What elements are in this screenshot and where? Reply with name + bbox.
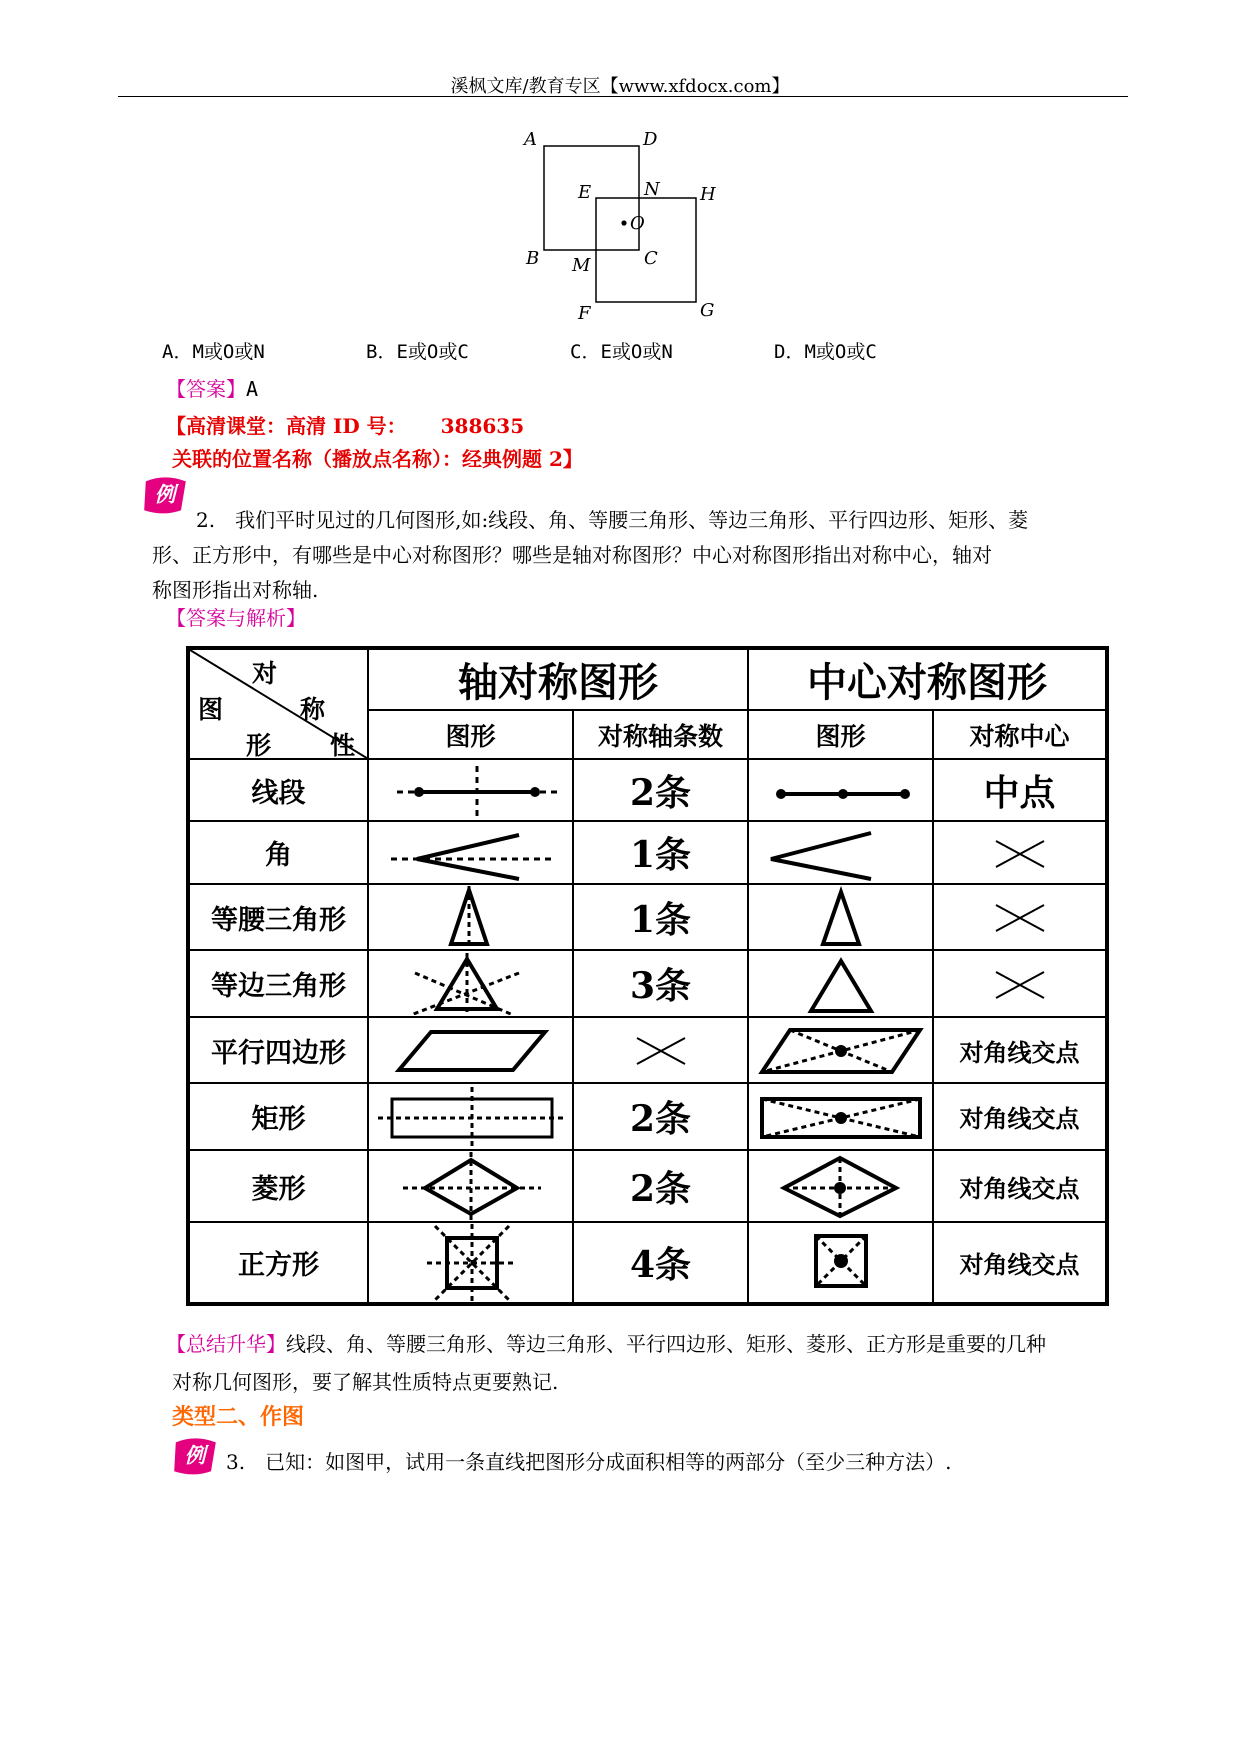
example-badge-icon-2 bbox=[170, 1436, 220, 1476]
center-figure-parallelogram bbox=[748, 1017, 933, 1084]
row-count: 4条 bbox=[573, 1222, 748, 1304]
row-name: 平行四边形 bbox=[188, 1017, 368, 1084]
center-header: 中心对称图形 bbox=[748, 648, 1107, 710]
row-count: 2条 bbox=[573, 1083, 748, 1150]
no-center-cell bbox=[933, 821, 1107, 883]
video-line1 bbox=[166, 410, 524, 439]
angle-axis-icon bbox=[381, 825, 561, 881]
sub-fig2: 图形 bbox=[748, 710, 933, 758]
no-center-cell bbox=[933, 950, 1107, 1017]
answer-tag: 【答案】 bbox=[166, 377, 246, 401]
row-count: 2条 bbox=[573, 759, 748, 821]
no-center-cell bbox=[933, 884, 1107, 951]
table-row bbox=[188, 759, 1107, 821]
corner-xing2: 形 bbox=[246, 731, 272, 760]
label-e: E bbox=[578, 182, 592, 203]
svg-text:例: 例 bbox=[184, 1443, 206, 1468]
video-id: 388635 bbox=[440, 414, 525, 438]
squares-figure bbox=[520, 128, 740, 328]
row-name: 菱形 bbox=[188, 1150, 368, 1223]
square-axis-icon bbox=[381, 1224, 561, 1302]
isosceles-axis-icon bbox=[381, 886, 561, 948]
corner-cheng: 称 bbox=[300, 695, 326, 724]
parallelogram-icon bbox=[381, 1022, 561, 1078]
rhombus-axis-icon bbox=[381, 1152, 561, 1220]
center-figure-rectangle bbox=[748, 1083, 933, 1150]
row-name: 矩形 bbox=[188, 1083, 368, 1150]
option-b: B．E或O或C bbox=[366, 341, 469, 363]
label-o: O bbox=[630, 213, 645, 234]
axis-figure-angle bbox=[368, 821, 573, 883]
corner-dui: 对 bbox=[252, 659, 278, 688]
q3-text: 3. 已知：如图甲，试用一条直线把图形分成面积相等的两部分（至少三种方法）. bbox=[226, 1450, 952, 1474]
summary-line1 bbox=[166, 1326, 1046, 1362]
cross-icon bbox=[990, 895, 1050, 939]
label-m: M bbox=[572, 255, 591, 276]
label-n: N bbox=[644, 179, 660, 200]
label-c: C bbox=[644, 248, 658, 269]
center-figure-rhombus bbox=[748, 1150, 933, 1223]
axis-figure-isosceles bbox=[368, 884, 573, 951]
example-badge-icon bbox=[140, 475, 190, 515]
option-d: D．M或O或C bbox=[774, 341, 877, 363]
corner-cell bbox=[188, 648, 368, 759]
axis-figure-square bbox=[368, 1222, 573, 1304]
cross-icon bbox=[990, 831, 1050, 875]
row-count: 1条 bbox=[573, 884, 748, 951]
summary-text1: 线段、角、等腰三角形、等边三角形、平行四边形、矩形、菱形、正方形是重要的几种 bbox=[286, 1332, 1046, 1356]
header-rule bbox=[118, 96, 1128, 97]
row-center: 对角线交点 bbox=[933, 1083, 1107, 1150]
center-figure-square bbox=[748, 1222, 933, 1304]
row-center: 对角线交点 bbox=[933, 1017, 1107, 1084]
segment-center-icon bbox=[761, 762, 921, 818]
sub-center: 对称中心 bbox=[933, 710, 1107, 758]
video-label: 【高清课堂：高清 ID 号： bbox=[166, 414, 407, 438]
table-row bbox=[188, 821, 1107, 883]
row-name: 等边三角形 bbox=[188, 950, 368, 1017]
q2-line2: 形、正方形中，有哪些是中心对称图形？哪些是轴对称图形？中心对称图形指出对称中心，轴对 bbox=[152, 543, 992, 567]
parallelogram-center-icon bbox=[756, 1022, 926, 1078]
svg-text:例: 例 bbox=[154, 482, 176, 507]
label-a: A bbox=[524, 129, 537, 150]
row-count: 1条 bbox=[573, 821, 748, 883]
table-row bbox=[188, 1083, 1107, 1150]
center-figure-equilateral bbox=[748, 950, 933, 1017]
center-figure-segment bbox=[748, 759, 933, 821]
axis-figure-segment bbox=[368, 759, 573, 821]
axis-header: 轴对称图形 bbox=[368, 648, 748, 710]
sub-fig: 图形 bbox=[368, 710, 573, 758]
no-axis-cell bbox=[573, 1017, 748, 1084]
rectangle-center-icon bbox=[756, 1089, 926, 1145]
row-center: 中点 bbox=[933, 759, 1107, 821]
option-c: C．E或O或N bbox=[570, 341, 673, 363]
corner-tu: 图 bbox=[198, 695, 224, 724]
row-name: 正方形 bbox=[188, 1222, 368, 1304]
sub-count: 对称轴条数 bbox=[573, 710, 748, 758]
answer-line bbox=[166, 373, 258, 402]
table-row bbox=[188, 950, 1107, 1017]
table-row bbox=[188, 1222, 1107, 1304]
table-row bbox=[188, 1017, 1107, 1084]
axis-figure-rhombus bbox=[368, 1150, 573, 1223]
row-name: 线段 bbox=[188, 759, 368, 821]
cross-icon bbox=[631, 1028, 691, 1072]
equilateral-center-icon bbox=[761, 953, 921, 1015]
square-center-icon bbox=[756, 1224, 926, 1302]
table-row bbox=[188, 1150, 1107, 1223]
page-header: 溪枫文库/教育专区【www.xfdocx.com】 bbox=[450, 76, 790, 97]
analysis-tag: 【答案与解析】 bbox=[166, 606, 306, 630]
rectangle-axis-icon bbox=[376, 1087, 566, 1147]
cross-icon bbox=[990, 962, 1050, 1006]
point-o bbox=[621, 220, 626, 225]
table-row bbox=[188, 884, 1107, 951]
row-center: 对角线交点 bbox=[933, 1222, 1107, 1304]
center-figure-angle bbox=[748, 821, 933, 883]
axis-figure-rectangle bbox=[368, 1083, 573, 1150]
type2-title: 类型二、作图 bbox=[172, 1405, 305, 1430]
symmetry-table bbox=[186, 646, 1109, 1306]
equilateral-axis-icon bbox=[381, 953, 561, 1015]
label-d: D bbox=[643, 129, 658, 150]
q2-line3: 称图形指出对称轴. bbox=[152, 578, 319, 602]
answer-value: A bbox=[246, 377, 259, 401]
table-header-row bbox=[188, 648, 1107, 710]
axis-figure-parallelogram bbox=[368, 1017, 573, 1084]
row-count: 3条 bbox=[573, 950, 748, 1017]
row-center: 对角线交点 bbox=[933, 1150, 1107, 1223]
rhombus-center-icon bbox=[756, 1152, 926, 1220]
option-a: A．M或O或N bbox=[162, 341, 265, 363]
video-line2: 关联的位置名称（播放点名称）：经典例题 2】 bbox=[172, 447, 583, 471]
row-count: 2条 bbox=[573, 1150, 748, 1223]
axis-figure-equilateral bbox=[368, 950, 573, 1017]
angle-center-icon bbox=[761, 825, 921, 881]
q2-line1: 2. 我们平时见过的几何图形,如:线段、角、等腰三角形、等边三角形、平行四边形、矩形、菱 bbox=[196, 508, 1029, 532]
segment-axis-icon bbox=[381, 762, 561, 818]
label-b: B bbox=[526, 248, 540, 269]
row-name: 角 bbox=[188, 821, 368, 883]
summary-tag: 【总结升华】 bbox=[166, 1332, 286, 1356]
label-g: G bbox=[700, 300, 715, 321]
label-h: H bbox=[700, 184, 716, 205]
center-figure-isosceles bbox=[748, 884, 933, 951]
row-name: 等腰三角形 bbox=[188, 884, 368, 951]
corner-xing: 性 bbox=[330, 731, 356, 760]
isosceles-center-icon bbox=[761, 886, 921, 948]
label-f: F bbox=[578, 303, 591, 324]
summary-line2: 对称几何图形，要了解其性质特点更要熟记. bbox=[172, 1370, 559, 1394]
